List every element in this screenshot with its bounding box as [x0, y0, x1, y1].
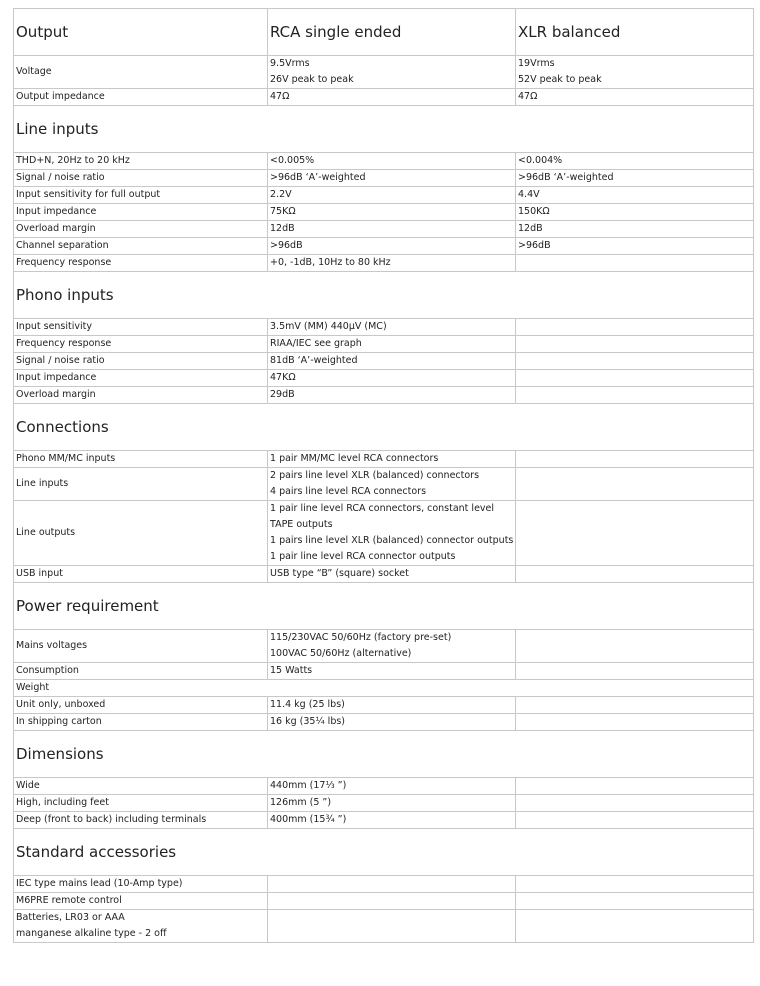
cell-empty — [516, 893, 754, 910]
row-label: Voltage — [14, 56, 268, 89]
section-header-row — [14, 731, 754, 778]
cell-empty — [516, 812, 754, 829]
cell-line: manganese alkaline type - 2 off — [16, 928, 167, 939]
row-label: In shipping carton — [14, 714, 268, 731]
cell-line: 19Vrms — [518, 58, 555, 69]
cell-empty — [516, 910, 754, 943]
col-heading-rca: RCA single ended — [268, 9, 516, 56]
row-label: Mains voltages — [14, 630, 268, 663]
row-label: Line inputs — [14, 468, 268, 501]
table-row — [14, 566, 754, 583]
cell-empty — [516, 451, 754, 468]
row-label: Deep (front to back) including terminals — [14, 812, 268, 829]
table-row — [14, 910, 754, 943]
row-label: Input sensitivity — [14, 319, 268, 336]
table-row — [14, 370, 754, 387]
row-label: High, including feet — [14, 795, 268, 812]
table-row — [14, 336, 754, 353]
cell-line: TAPE outputs — [270, 519, 333, 530]
cell-empty — [516, 370, 754, 387]
table-row — [14, 451, 754, 468]
cell-empty — [516, 714, 754, 731]
cell-value: <0.005% — [268, 153, 516, 170]
table-row — [14, 187, 754, 204]
row-label: Channel separation — [14, 238, 268, 255]
table-row — [14, 501, 754, 566]
row-label: Input impedance — [14, 204, 268, 221]
cell-line: 100VAC 50/60Hz (alternative) — [270, 648, 412, 659]
cell-value: >96dB ‘A’-weighted — [516, 170, 754, 187]
section-title: Dimensions — [14, 731, 754, 778]
cell-empty — [516, 566, 754, 583]
spec-table — [13, 8, 754, 943]
cell-value: 47Ω — [516, 89, 754, 106]
cell-line: 1 pairs line level XLR (balanced) connector outputs — [270, 535, 514, 546]
cell-empty — [516, 663, 754, 680]
table-row — [14, 697, 754, 714]
cell-empty — [516, 336, 754, 353]
cell-value: 47Ω — [268, 89, 516, 106]
row-label: Line outputs — [14, 501, 268, 566]
cell-empty — [268, 876, 516, 893]
cell-empty — [516, 319, 754, 336]
cell-line: 4 pairs line level RCA connectors — [270, 486, 427, 497]
cell-value — [268, 501, 516, 566]
cell-line: 1 pair line level RCA connector outputs — [270, 551, 456, 562]
col-heading-output: Output — [14, 9, 268, 56]
row-label: Signal / noise ratio — [14, 170, 268, 187]
cell-value: USB type “B” (square) socket — [268, 566, 516, 583]
cell-value: 47KΩ — [268, 370, 516, 387]
section-header-row — [14, 106, 754, 153]
row-label: Frequency response — [14, 336, 268, 353]
cell-empty — [516, 630, 754, 663]
row-label: Frequency response — [14, 255, 268, 272]
cell-value: 440mm (17⅓ ”) — [268, 778, 516, 795]
cell-line: 2 pairs line level XLR (balanced) connectors — [270, 470, 480, 481]
cell-value — [516, 255, 754, 272]
row-label: M6PRE remote control — [14, 893, 268, 910]
cell-value — [268, 56, 516, 89]
row-label: Wide — [14, 778, 268, 795]
cell-line: 9.5Vrms — [270, 58, 310, 69]
cell-value: <0.004% — [516, 153, 754, 170]
cell-line: 26V peak to peak — [270, 74, 354, 85]
row-label: Consumption — [14, 663, 268, 680]
table-row — [14, 795, 754, 812]
cell-value — [268, 630, 516, 663]
cell-value: 29dB — [268, 387, 516, 404]
table-row — [14, 468, 754, 501]
cell-value: >96dB — [268, 238, 516, 255]
table-row — [14, 353, 754, 370]
table-row — [14, 238, 754, 255]
table-row — [14, 893, 754, 910]
weight-subheading: Weight — [14, 680, 754, 697]
cell-empty — [516, 353, 754, 370]
cell-value — [268, 468, 516, 501]
section-title: Phono inputs — [14, 272, 754, 319]
table-row — [14, 153, 754, 170]
cell-empty — [516, 501, 754, 566]
cell-value: 15 Watts — [268, 663, 516, 680]
cell-line: 1 pair line level RCA connectors, constant level — [270, 503, 495, 514]
section-title: Standard accessories — [14, 829, 754, 876]
cell-value: 1 pair MM/MC level RCA connectors — [268, 451, 516, 468]
section-header-row — [14, 272, 754, 319]
table-row — [14, 221, 754, 238]
cell-value: 12dB — [516, 221, 754, 238]
table-row — [14, 876, 754, 893]
cell-value: 11.4 kg (25 lbs) — [268, 697, 516, 714]
row-label: IEC type mains lead (10-Amp type) — [14, 876, 268, 893]
row-label — [14, 910, 268, 943]
row-label: USB input — [14, 566, 268, 583]
row-label: Input sensitivity for full output — [14, 187, 268, 204]
cell-line: 115/230VAC 50/60Hz (factory pre-set) — [270, 632, 452, 643]
cell-empty — [516, 876, 754, 893]
cell-value: >96dB — [516, 238, 754, 255]
table-row — [14, 663, 754, 680]
cell-value — [516, 56, 754, 89]
cell-empty — [268, 893, 516, 910]
table-row — [14, 812, 754, 829]
section-title: Connections — [14, 404, 754, 451]
table-row — [14, 89, 754, 106]
cell-value: >96dB ‘A’-weighted — [268, 170, 516, 187]
header-row — [14, 9, 754, 56]
cell-value: 150KΩ — [516, 204, 754, 221]
section-header-row — [14, 583, 754, 630]
table-row — [14, 630, 754, 663]
row-label: Overload margin — [14, 387, 268, 404]
cell-empty — [516, 697, 754, 714]
cell-empty — [516, 387, 754, 404]
row-label: Phono MM/MC inputs — [14, 451, 268, 468]
subheading-row — [14, 680, 754, 697]
table-row — [14, 387, 754, 404]
table-row — [14, 714, 754, 731]
table-row — [14, 319, 754, 336]
row-label: Signal / noise ratio — [14, 353, 268, 370]
cell-value: 3.5mV (MM) 440μV (MC) — [268, 319, 516, 336]
cell-value: 75KΩ — [268, 204, 516, 221]
table-row — [14, 255, 754, 272]
cell-value: 81dB ‘A’-weighted — [268, 353, 516, 370]
table-row — [14, 204, 754, 221]
col-heading-xlr: XLR balanced — [516, 9, 754, 56]
row-label: Unit only, unboxed — [14, 697, 268, 714]
row-label: Overload margin — [14, 221, 268, 238]
table-row — [14, 56, 754, 89]
table-row — [14, 170, 754, 187]
section-header-row — [14, 404, 754, 451]
cell-line: 52V peak to peak — [518, 74, 602, 85]
cell-empty — [516, 778, 754, 795]
section-header-row — [14, 829, 754, 876]
cell-empty — [268, 910, 516, 943]
cell-value: 4.4V — [516, 187, 754, 204]
cell-value: 16 kg (35¼ lbs) — [268, 714, 516, 731]
section-title: Line inputs — [14, 106, 754, 153]
row-label: Output impedance — [14, 89, 268, 106]
cell-value: 12dB — [268, 221, 516, 238]
cell-empty — [516, 468, 754, 501]
cell-value: 400mm (15¾ ”) — [268, 812, 516, 829]
cell-empty — [516, 795, 754, 812]
table-row — [14, 778, 754, 795]
cell-line: Batteries, LR03 or AAA — [16, 912, 125, 923]
section-title: Power requirement — [14, 583, 754, 630]
cell-value: 2.2V — [268, 187, 516, 204]
row-label: THD+N, 20Hz to 20 kHz — [14, 153, 268, 170]
row-label: Input impedance — [14, 370, 268, 387]
cell-value: 126mm (5 ”) — [268, 795, 516, 812]
cell-value: RIAA/IEC see graph — [268, 336, 516, 353]
cell-value: +0, -1dB, 10Hz to 80 kHz — [268, 255, 516, 272]
